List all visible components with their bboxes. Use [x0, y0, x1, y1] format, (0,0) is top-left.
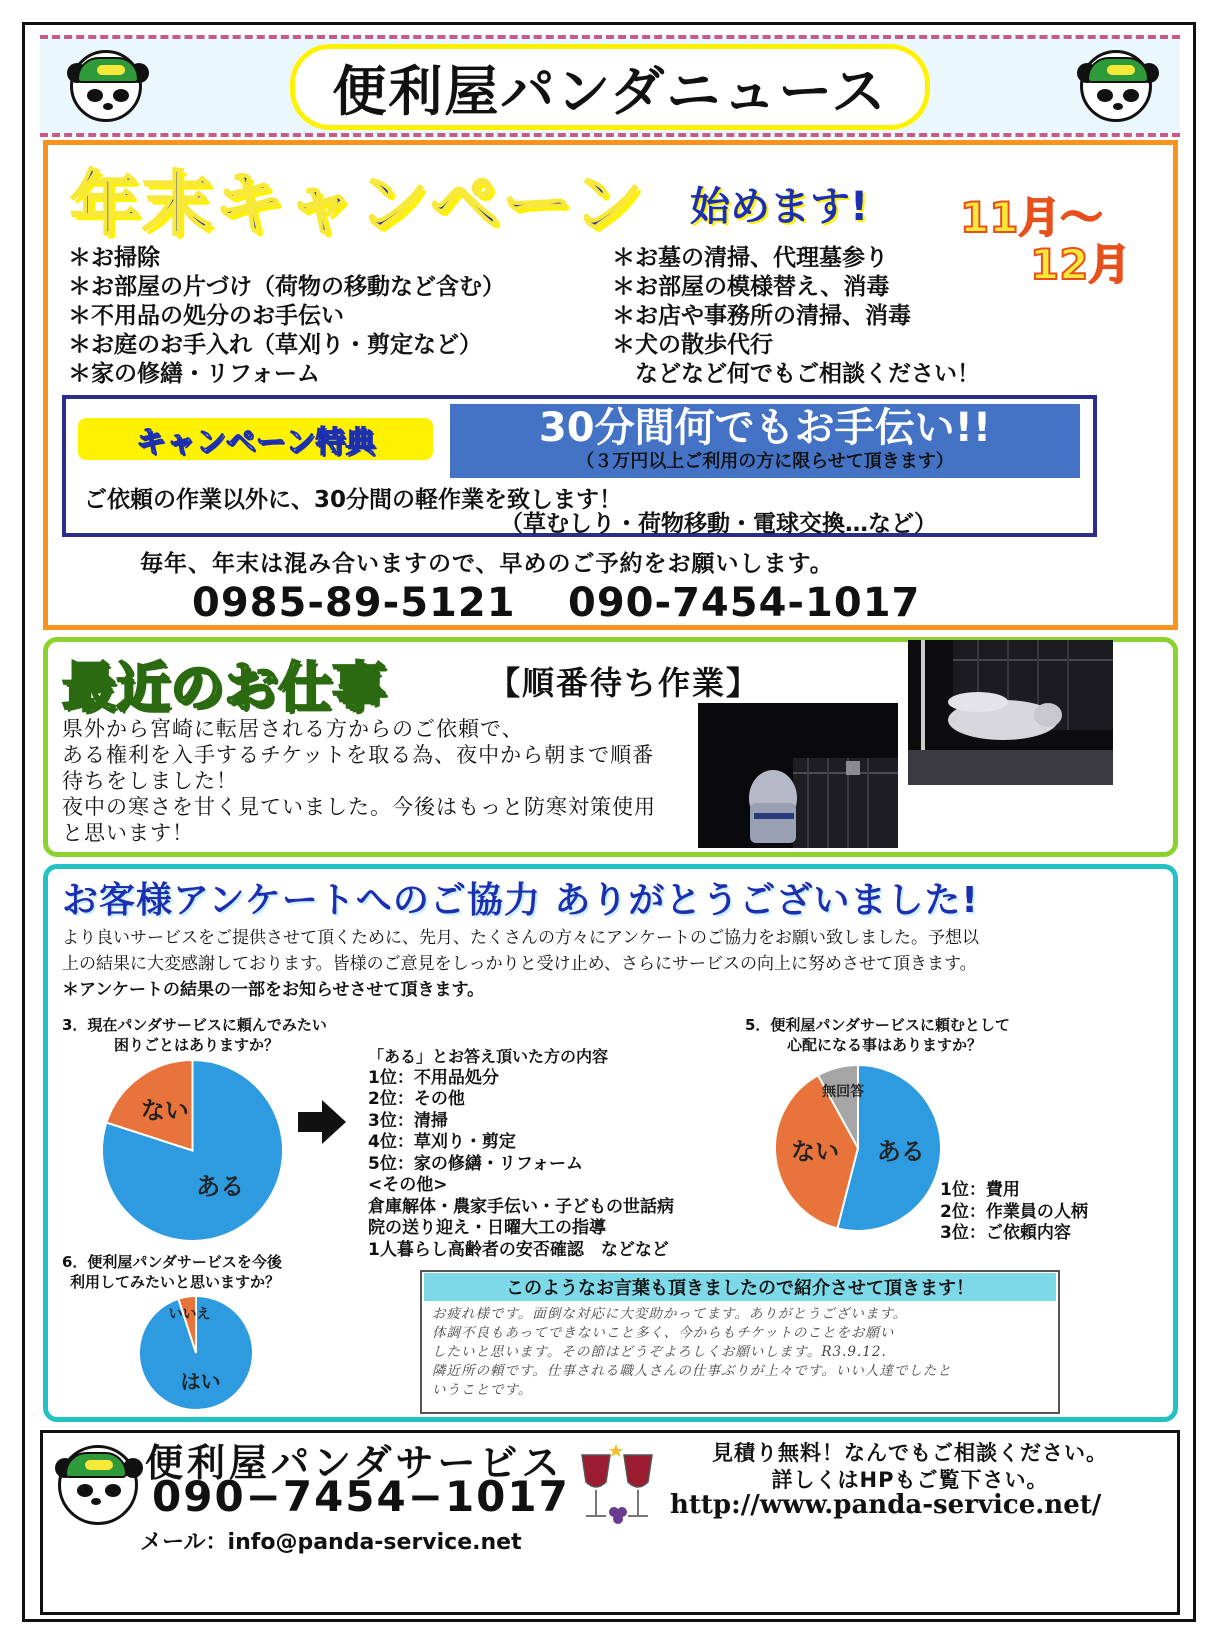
panda-mascot-icon: [70, 50, 142, 122]
photo-sleeping-outdoors: [908, 640, 1113, 785]
reservation-notice: 毎年、年末は混み合いますので、早めのご予約をお願いします。: [140, 551, 834, 577]
body-line: 待ちをしました！: [62, 769, 238, 793]
footer-company-name: 便利屋パンダサービス: [145, 1441, 564, 1485]
question-5-line1: 5．便利屋パンダサービスに頼むとして: [745, 1016, 1010, 1034]
pie-label-2: いいえ: [168, 1306, 211, 1323]
rank-item: 4位：草刈り・剪定: [368, 1132, 516, 1152]
service-item: ＊お掃除: [68, 245, 160, 271]
q3-answers-title: 「ある」とお答え頂いた方の内容: [368, 1047, 609, 1066]
benefit-headline: 30分間何でもお手伝い!!: [538, 405, 992, 451]
comment-line: したいと思います。その節はどうぞよろしくお願いします。R3.9.12.: [432, 1344, 887, 1360]
comment-line: お疲れ様です。面倒な対応に大変助かってます。ありがとうございます。: [432, 1306, 908, 1322]
service-item: ＊お墓の清掃、代理墓参り: [612, 245, 888, 271]
intro-line: より良いサービスをご提供させて頂くために、先月、たくさんの方々にアンケートのご協力をお願い致しました。予想以: [62, 928, 979, 948]
question-3-line1: 3．現在パンダサービスに頼んでみたい: [62, 1016, 327, 1034]
handwritten-comment: [432, 1305, 1052, 1400]
q3-other-item: 1人暮らし高齢者の安否確認 などなど: [368, 1239, 669, 1260]
comment-line: 体調不良もあってできないこと多く、今からもチケットのことをお願い: [432, 1325, 895, 1341]
footer-email: メール：info@panda-service.net: [140, 1530, 522, 1555]
footer-message: [660, 1440, 1160, 1494]
footer-phone: 090−7454−1017: [152, 1472, 570, 1521]
recent-work-title: 最近のお仕事: [62, 656, 386, 719]
question-6: [62, 1252, 282, 1292]
q3-other-item: 倉庫解体・農家手伝い・子どもの世話病: [368, 1196, 674, 1217]
body-line: 夜中の寒さを甘く見ていました。今後はもっと防寒対策使用: [62, 795, 656, 819]
survey-title: お客様アンケートへのご協力 ありがとうございました!: [62, 880, 979, 921]
panda-mascot-icon: [58, 1445, 138, 1525]
rank-item: 1位：不用品処分: [368, 1067, 499, 1088]
services-right-list: [612, 244, 980, 389]
newsletter-title: 便利屋パンダニュース: [290, 44, 930, 130]
phone-number-landline: 0985-89-5121: [192, 580, 516, 626]
question-3: [62, 1015, 327, 1055]
services-left-list: [68, 244, 505, 389]
service-item: ＊お庭のお手入れ（草刈り・剪定など）: [68, 332, 482, 358]
q3-answer-list: [368, 1046, 674, 1261]
service-item: ＊お部屋の片づけ（荷物の移動など含む）: [68, 274, 505, 300]
q3-other-item: 院の送り迎え・日曜大工の指導: [368, 1218, 606, 1238]
question-5-line2: 心配になる事はありますか？: [787, 1036, 983, 1054]
survey-intro: [62, 925, 1162, 1003]
panda-mascot-icon: [1080, 50, 1152, 122]
wine-glasses-icon: [572, 1440, 662, 1525]
intro-line: 上の結果に大変感謝しております。皆様のご意見をしっかりと受け止め、さらにサービスの向上に努めさせて頂きます。: [62, 954, 977, 974]
question-5: [745, 1015, 1010, 1055]
pie-chart-q6: [137, 1294, 255, 1412]
q5-answer-list: [940, 1180, 1088, 1245]
benefit-description: ご依頼の作業以外に、30分間の軽作業を致します！: [84, 487, 623, 513]
pie-label-2: ない: [791, 1137, 840, 1166]
comment-heading: このようなお言葉も頂きましたので紹介させて頂きます！: [424, 1273, 1056, 1301]
pie-chart-q5: [773, 1063, 943, 1233]
body-line: と思います！: [62, 821, 194, 845]
recent-work-body: [62, 716, 702, 846]
campaign-title: 年末キャンペーン: [70, 163, 645, 245]
rank-item: 2位：その他: [368, 1089, 465, 1109]
body-line: ある権利を入手するチケットを取る為、夜中から朝まで順番: [62, 743, 655, 767]
footer-line1: 見積り無料！なんでもご相談ください。: [712, 1441, 1108, 1465]
right-arrow-icon: [298, 1100, 346, 1144]
rank-item: 3位：清掃: [368, 1110, 448, 1131]
footer-line2: 詳しくはHPもご覧下さい。: [771, 1468, 1049, 1492]
service-item: ＊不用品の処分のお手伝い: [68, 303, 344, 329]
phone-number-mobile: 090-7454-1017: [568, 580, 921, 626]
rank-item: 3位：ご依頼内容: [940, 1223, 1071, 1243]
service-item: ＊お部屋の模様替え、消毒: [612, 274, 890, 300]
rank-item: 2位：作業員の人柄: [940, 1201, 1088, 1222]
benefit-headline-box: [450, 404, 1080, 478]
pie-label-1: ある: [196, 1172, 245, 1201]
q3-other-title: <その他>: [368, 1175, 448, 1195]
question-6-line1: 6．便利屋パンダサービスを今後: [62, 1253, 282, 1271]
campaign-period-end: 12月: [1030, 240, 1131, 289]
pie-label-1: はい: [180, 1369, 221, 1394]
recent-work-tag: 【順番待ち作業】: [488, 664, 761, 702]
rank-item: 5位：家の修繕・リフォーム: [368, 1153, 583, 1174]
question-6-line2: 利用してみたいと思いますか？: [70, 1273, 281, 1291]
campaign-period-start: 11月～: [960, 193, 1103, 242]
service-item: ＊犬の散歩代行: [612, 332, 773, 358]
question-3-line2: 困りごとはありますか？: [114, 1036, 280, 1054]
benefit-examples: （草むしり・荷物移動・電球交換…など）: [500, 511, 937, 537]
service-item: ＊家の修繕・リフォーム: [68, 361, 320, 387]
body-line: 県外から宮崎に転居される方からのご依頼で、: [62, 717, 524, 741]
comment-line: いうことです。: [432, 1382, 533, 1398]
pie-label-3: 無回答: [822, 1084, 865, 1101]
service-item: などなど何でもご相談ください！: [612, 361, 980, 387]
rank-item: 1位：費用: [940, 1180, 1020, 1200]
campaign-subtitle: 始めます!: [690, 184, 869, 230]
photo-waiting-in-line: [698, 703, 898, 848]
benefit-condition: （３万円以上ご利用の方に限らせて頂きます）: [576, 451, 954, 472]
pie-label-1: ある: [876, 1137, 925, 1166]
footer-website-link[interactable]: http://www.panda-service.net/: [670, 1490, 1102, 1520]
service-item: ＊お店や事務所の清掃、消毒: [612, 303, 911, 329]
pie-label-2: ない: [140, 1096, 189, 1125]
pie-chart-q3: [100, 1058, 285, 1243]
survey-note: ＊アンケートの結果の一部をお知らせさせて頂きます。: [62, 980, 485, 1000]
comment-line: 隣近所の頼です。仕事される職人さんの仕事ぶりが上々です。いい人達でしたと: [432, 1363, 952, 1379]
benefit-label: キャンペーン特典: [78, 418, 433, 460]
